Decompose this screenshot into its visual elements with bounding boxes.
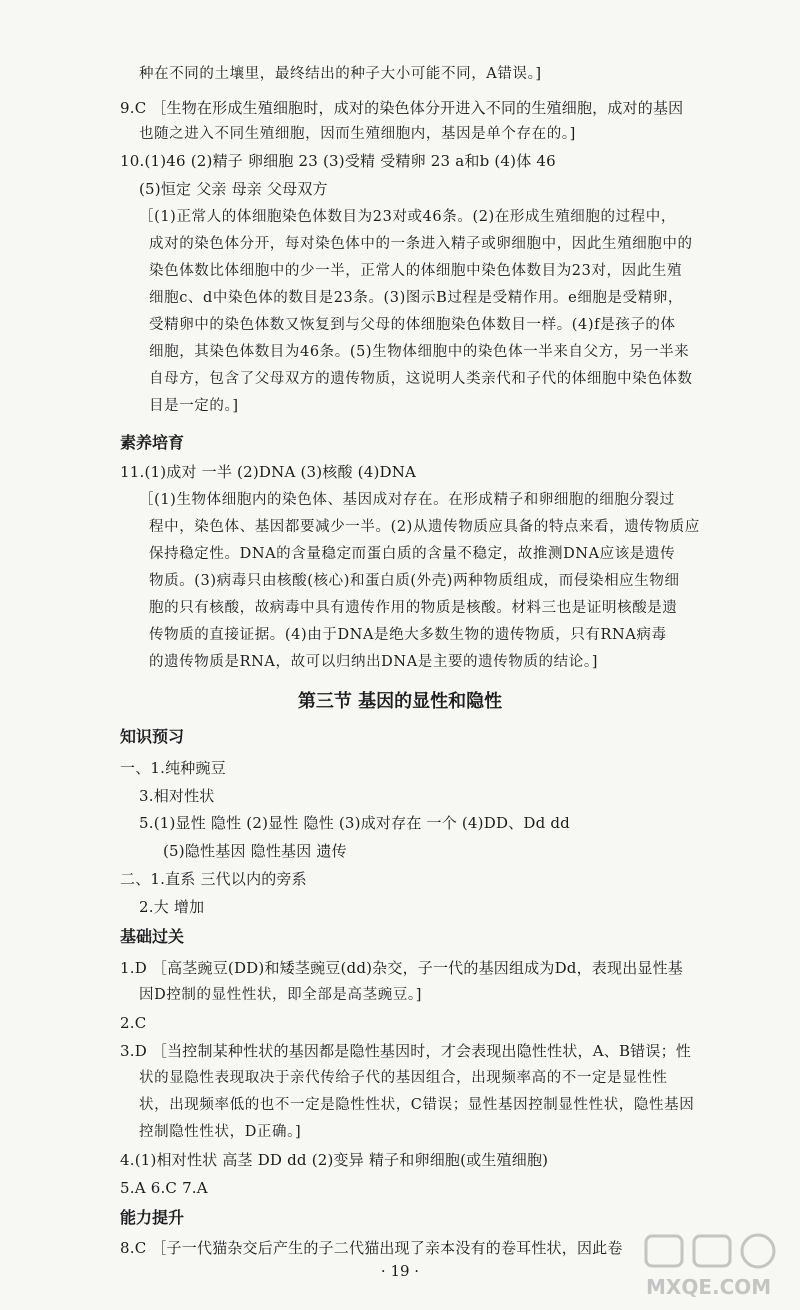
basic-q1: 1.D ［高茎豌豆(DD)和矮茎豌豆(dd)杂交，子一代的基因组成为Dd，表现出显性基 xyxy=(120,959,684,977)
improve-q8: 8.C ［子一代猫杂交后产生的子二代猫出现了亲本没有的卷耳性状，因此卷 xyxy=(120,1239,623,1257)
q10-explanation-4: 细胞c、d中染色体的数目是23条。(3)图示B过程是受精作用。e细胞是受精卵， xyxy=(149,290,684,306)
q11-explanation-4: 物质。(3)病毒只由核酸(核心)和蛋白质(外壳)两种物质组成，而侵染相应生物细 xyxy=(149,573,680,589)
section-heading-literacy: 素养培育 xyxy=(120,433,185,452)
q9-answer: 9.C ［生物在形成生殖细胞时，成对的染色体分开进入不同的生殖细胞，成对的基因 xyxy=(120,99,684,117)
preview-1-3: 3.相对性状 xyxy=(139,787,215,805)
preview-2-1: 二、1.直系 三代以内的旁系 xyxy=(120,870,307,888)
preview-1-1: 一、1.纯种豌豆 xyxy=(120,759,226,777)
section-title: 第三节 基因的显性和隐性 xyxy=(297,691,503,712)
q10-explanation-7: 自母方，包含了父母双方的遗传物质，这说明人类亲代和子代的体细胞中染色体数 xyxy=(149,371,693,387)
section-heading-improve: 能力提升 xyxy=(120,1208,185,1227)
q11-answer: 11.(1)成对 一半 (2)DNA (3)核酸 (4)DNA xyxy=(120,463,417,481)
q11-explanation-2: 程中，染色体、基因都要减少一半。(2)从遗传物质应具备的特点来看，遗传物质应 xyxy=(149,519,700,535)
q9-explanation: 也随之进入不同生殖细胞，因而生殖细胞内，基因是单个存在的。] xyxy=(139,126,576,142)
q11-explanation-6: 传物质的直接证据。(4)由于DNA是绝大多数生物的遗传物质，只有RNA病毒 xyxy=(149,627,667,643)
q10-explanation-2: 成对的染色体分开，每对染色体中的一条进入精子或卵细胞中，因此生殖细胞中的 xyxy=(149,236,693,252)
q10-answer-cont: (5)恒定 父亲 母亲 父母双方 xyxy=(139,180,328,198)
q10-explanation-5: 受精卵中的染色体数又恢复到与父母的体细胞染色体数目一样。(4)f是孩子的体 xyxy=(149,317,676,333)
preview-1-5: 5.(1)显性 隐性 (2)显性 隐性 (3)成对存在 一个 (4)DD、Dd dd xyxy=(139,814,570,832)
preview-1-5-cont: (5)隐性基因 隐性基因 遗传 xyxy=(163,842,347,860)
page-number: · 19 · xyxy=(380,1262,420,1280)
q10-explanation-3: 染色体数比体细胞中的少一半，正常人的体细胞中染色体数目为23对，因此生殖 xyxy=(149,263,683,279)
watermark-logo xyxy=(638,1232,788,1302)
section-heading-basics: 基础过关 xyxy=(120,927,185,946)
q10-answer: 10.(1)46 (2)精子 卵细胞 23 (3)受精 受精卵 23 a和b (4)体 46 xyxy=(120,152,556,170)
q10-explanation-8: 目是一定的。] xyxy=(149,398,239,414)
preview-2-2: 2.大 增加 xyxy=(139,898,205,916)
q11-explanation-5: 胞的只有核酸，故病毒中具有遗传作用的物质是核酸。材料三也是证明核酸是遗 xyxy=(149,600,678,616)
svg-text:MXQE.COM: MXQE.COM xyxy=(646,1275,772,1299)
q10-explanation-6: 细胞，其染色体数目为46条。(5)生物体细胞中的染色体一半来自父方，另一半来 xyxy=(149,344,690,360)
q10-explanation-1: ［(1)正常人的体细胞染色体数目为23对或46条。(2)在形成生殖细胞的过程中， xyxy=(139,209,676,225)
q11-explanation-3: 保持稳定性。DNA的含量稳定而蛋白质的含量不稳定，故推测DNA应该是遗传 xyxy=(149,546,676,562)
q11-explanation-7: 的遗传物质是RNA，故可以归纳出DNA是主要的遗传物质的结论。] xyxy=(149,654,598,670)
basic-q3-cont-3: 控制隐性性状，D正确。] xyxy=(139,1124,302,1140)
basic-q5-7: 5.A 6.C 7.A xyxy=(120,1179,208,1197)
section-heading-preview: 知识预习 xyxy=(120,727,185,746)
basic-q3-cont-1: 状的显隐性表现取决于亲代传给子代的基因组合，出现频率高的不一定是显性性 xyxy=(139,1070,668,1086)
basic-q3: 3.D ［当控制某种性状的基因都是隐性基因时，才会表现出隐性性状，A、B错误；性 xyxy=(120,1042,691,1060)
basic-q1-cont: 因D控制的显性性状，即全部是高茎豌豆。] xyxy=(139,987,423,1003)
q11-explanation-1: ［(1)生物体细胞内的染色体、基因成对存在。在形成精子和卵细胞的细胞分裂过 xyxy=(139,492,675,508)
basic-q2: 2.C xyxy=(120,1014,147,1032)
basic-q4: 4.(1)相对性状 高茎 DD dd (2)变异 精子和卵细胞(或生殖细胞) xyxy=(120,1151,549,1169)
q8-explanation-end: 种在不同的土壤里，最终结出的种子大小可能不同，A错误。] xyxy=(139,66,542,82)
basic-q3-cont-2: 状，出现频率低的也不一定是隐性性状，C错误；显性基因控制显性性状，隐性基因 xyxy=(139,1097,695,1113)
